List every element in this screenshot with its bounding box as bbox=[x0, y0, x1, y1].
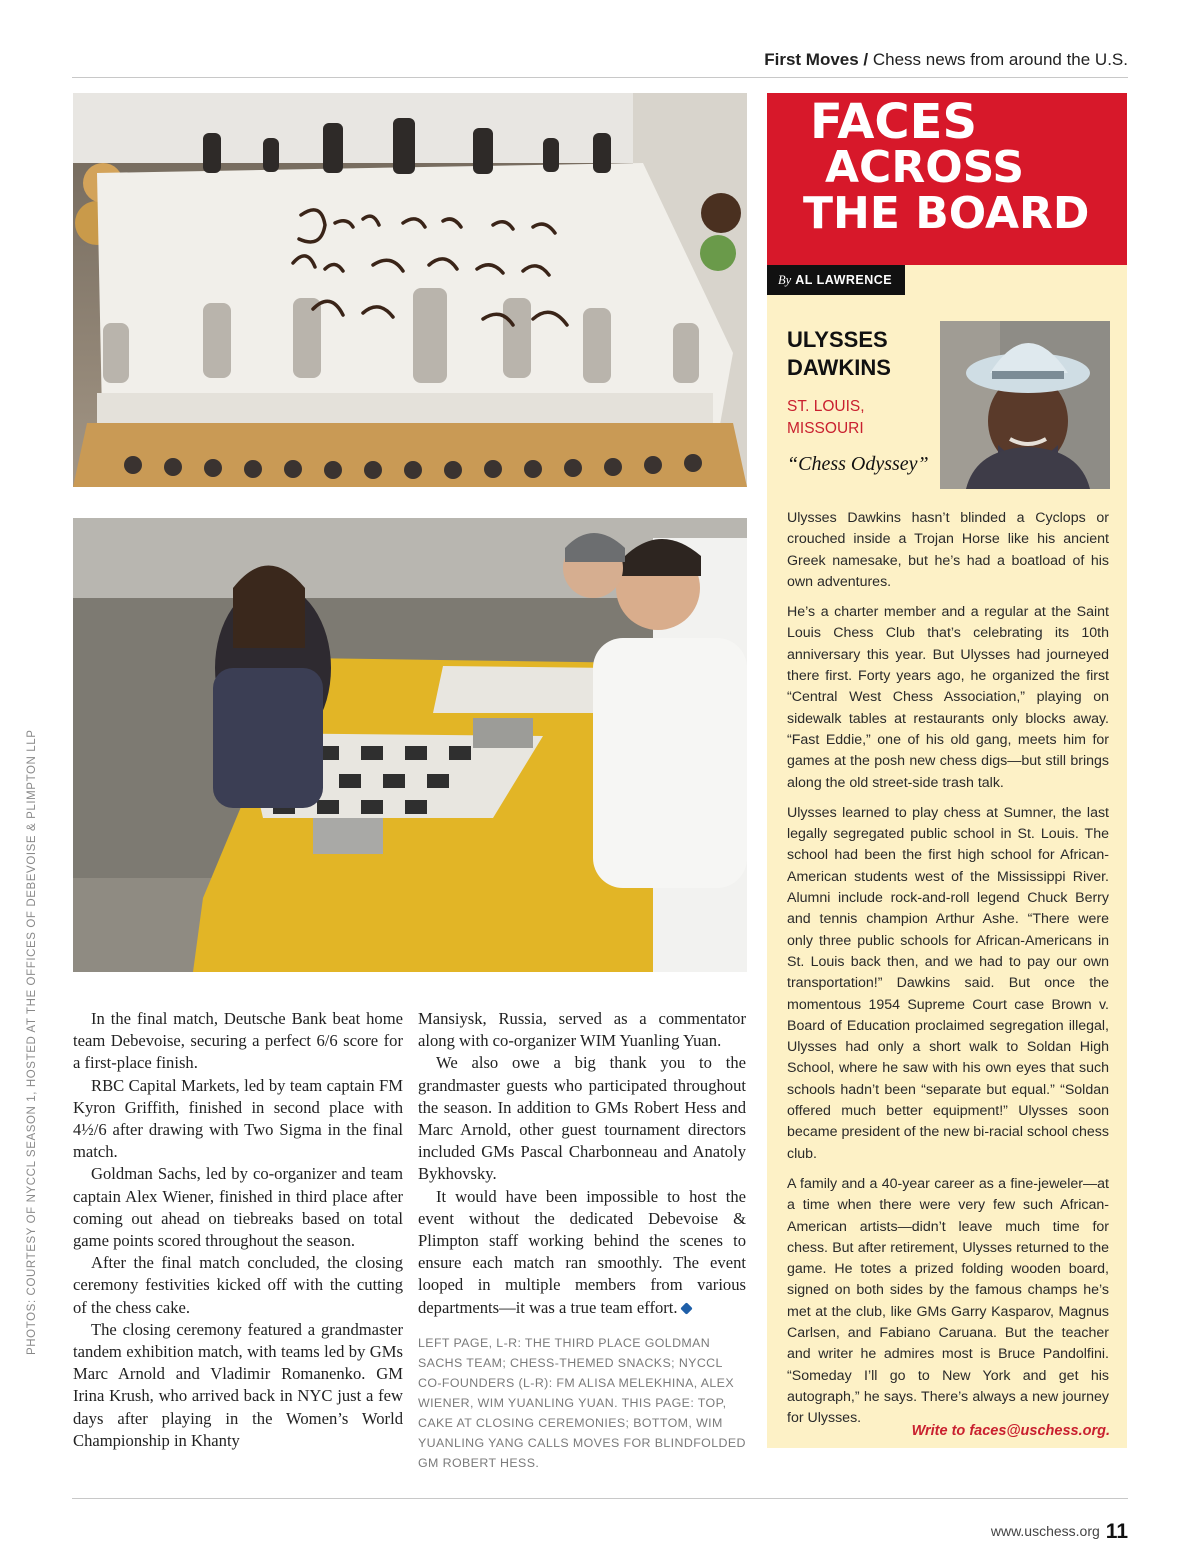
portrait-photo bbox=[940, 321, 1110, 489]
sidebar-paragraph: He’s a charter member and a regular at the Saint Louis Chess Club that’s celebrating its 10th anniversary this year. But Ulysses had journeyed there first. Forty years ago, he organized the first “Central West Chess Association,” playing on sidewalk tables at restaurants only blocks away. “Fast Eddie,” one of his old gang, meets him for games at the posh new chess digs—but still brings along the old street-side trash talk. bbox=[787, 604, 1109, 791]
subject-location-line-2: MISSOURI bbox=[787, 420, 864, 437]
article-paragraph: In the final match, Deutsche Bank beat home team Debevoise, securing a perfect 6/6 score for a first-place finish. bbox=[73, 1009, 403, 1073]
article-paragraph: We also owe a big thank you to the grandmaster guests who participated throughout the season. In addition to GMs Robert Hess and Marc Arnold, other guest tournament directors included GMs Pascal Charbonneau and Anatoly Bykhovsky. bbox=[418, 1053, 746, 1184]
byline bbox=[767, 265, 905, 295]
match-illustration bbox=[73, 518, 747, 972]
faces-sidebar bbox=[767, 93, 1127, 1448]
sidebar-title-line-3: THE BOARD bbox=[803, 188, 1090, 239]
running-head-subtitle: Chess news from around the U.S. bbox=[872, 50, 1128, 69]
sidebar-title bbox=[767, 94, 1127, 239]
end-mark-icon bbox=[680, 1303, 692, 1315]
subject-quote: “Chess Odyssey” bbox=[787, 453, 929, 475]
cake-illustration bbox=[73, 93, 747, 487]
subject-location-line-1: ST. LOUIS, bbox=[787, 398, 865, 415]
article-paragraph: Goldman Sachs, led by co-organizer and team captain Alex Wiener, finished in third place after coming out ahead on tiebreaks based on total game points scored throughout the season. bbox=[73, 1164, 403, 1251]
photo-caption: LEFT PAGE, L-R: THE THIRD PLACE GOLDMAN SACHS TEAM; CHESS-THEMED SNACKS; NYCCL CO-FOUNDERS (L-R): FM ALISA MELEKHINA, ALEX WIENER, WIM YUANLING YUAN. THIS PAGE: TOP, CAKE AT CLOSING CEREMONIES; BOTTOM, WIM YUANLING YANG CALLS MOVES FOR BLINDFOLDED GM ROBERT HESS. bbox=[418, 1336, 746, 1470]
photo-credit: PHOTOS: COURTESY OF NYCCL SEASON 1, HOSTED AT THE OFFICES OF DEBEVOISE & PLIMPTON LLP bbox=[26, 729, 38, 1355]
sidebar-title-line-2: ACROSS bbox=[825, 142, 1025, 193]
sidebar-header bbox=[767, 93, 1127, 265]
footer-rule bbox=[72, 1498, 1128, 1499]
article-column-1 bbox=[73, 1008, 403, 1452]
write-to-email-link[interactable]: faces@uschess.org. bbox=[969, 1423, 1110, 1439]
article-paragraph: After the final match concluded, the closing ceremony festivities kicked off with the cutting of the chess cake. bbox=[73, 1253, 403, 1317]
article-paragraph: RBC Capital Markets, led by team captain FM Kyron Griffith, finished in second place with 4½/6 after drawing with Two Sigma in the final match. bbox=[73, 1075, 403, 1162]
byline-by: By bbox=[778, 273, 792, 287]
article-paragraph: Mansiysk, Russia, served as a commentator along with co-organizer WIM Yuanling Yuan. bbox=[418, 1009, 746, 1051]
article-paragraph-last bbox=[418, 1186, 746, 1319]
sidebar-title-line-1: FACES bbox=[810, 94, 978, 150]
subject-name-line-1: ULYSSES bbox=[787, 327, 888, 352]
footer-url[interactable]: www.uschess.org bbox=[990, 1523, 1100, 1539]
portrait-illustration bbox=[940, 321, 1110, 489]
cake-photo bbox=[73, 93, 747, 487]
article-column-2 bbox=[418, 1008, 746, 1319]
subject-location bbox=[787, 396, 865, 440]
write-to-label: Write to bbox=[911, 1423, 966, 1439]
subject-name-line-2: DAWKINS bbox=[787, 355, 891, 380]
sidebar-paragraph: Ulysses learned to play chess at Sumner, the last legally segregated public school in St. Louis. The school had been the first high school for African-American students west of the Mississippi River. Alumni include rock-and-roll legend Chuck Berry and tennis champion Arthur Ashe. “There were only three public schools for African-Americans in St. Louis back then, and we had to pay our own transportation!” Dawkins said. But once the momentous 1954 Supreme Court case Brown v. Board of Education proclaimed segregation illegal, Ulysses had only a short walk to Soldan High School, where he saw with his own eyes that such schools hadn’t been “separate but equal.” “Soldan offered much better equipment!” Ulysses soon became president of the new bi-racial school chess club. bbox=[787, 804, 1109, 1162]
sidebar-body bbox=[787, 508, 1109, 1438]
page-number: 11 bbox=[1105, 1520, 1128, 1543]
running-head bbox=[764, 50, 1128, 70]
article-paragraph-text: It would have been impossible to host the event without the dedicated Debevoise & Plimpton staff working behind the scenes to ensure each match ran smoothly. The event looped in multiple members from various departments—it was a true team effort. bbox=[418, 1186, 746, 1317]
sidebar-paragraph: A family and a 40-year career as a fine-jeweler—at a time when there were very few such African-American artists—didn’t leave much time for chess. But after retirement, Ulysses returned to the game. He totes a prized folding wooden board, signed on both sides by the famous champs he’s met at the club, like GMs Garry Kasparov, Magnus Carlsen, and Fabiano Caruana. But the teacher and writer he admires most is Bruce Pandolfini. “Someday I’ll go to New York and get his autograph,” he says. There’s always a new journey for Ulysses. bbox=[787, 1175, 1109, 1427]
blindfold-match-photo bbox=[73, 518, 747, 972]
sidebar-paragraph: Ulysses Dawkins hasn’t blinded a Cyclops or crouched inside a Trojan Horse like his ancient Greek namesake, but he’s had a boatload of his own adventures. bbox=[787, 510, 1109, 590]
subject-name bbox=[787, 326, 891, 382]
article-paragraph: The closing ceremony featured a grandmaster tandem exhibition match, with teams led by GMs Marc Arnold and Vladimir Romanenko. GM Irina Krush, who arrived back in NYC just a few days after playing in the Women’s World Championship in Khanty bbox=[73, 1319, 403, 1450]
byline-author: AL LAWRENCE bbox=[795, 273, 893, 287]
page-footer bbox=[991, 1520, 1128, 1544]
header-rule bbox=[72, 77, 1128, 78]
running-head-section: First Moves / bbox=[764, 50, 869, 69]
write-to-line bbox=[912, 1423, 1110, 1439]
